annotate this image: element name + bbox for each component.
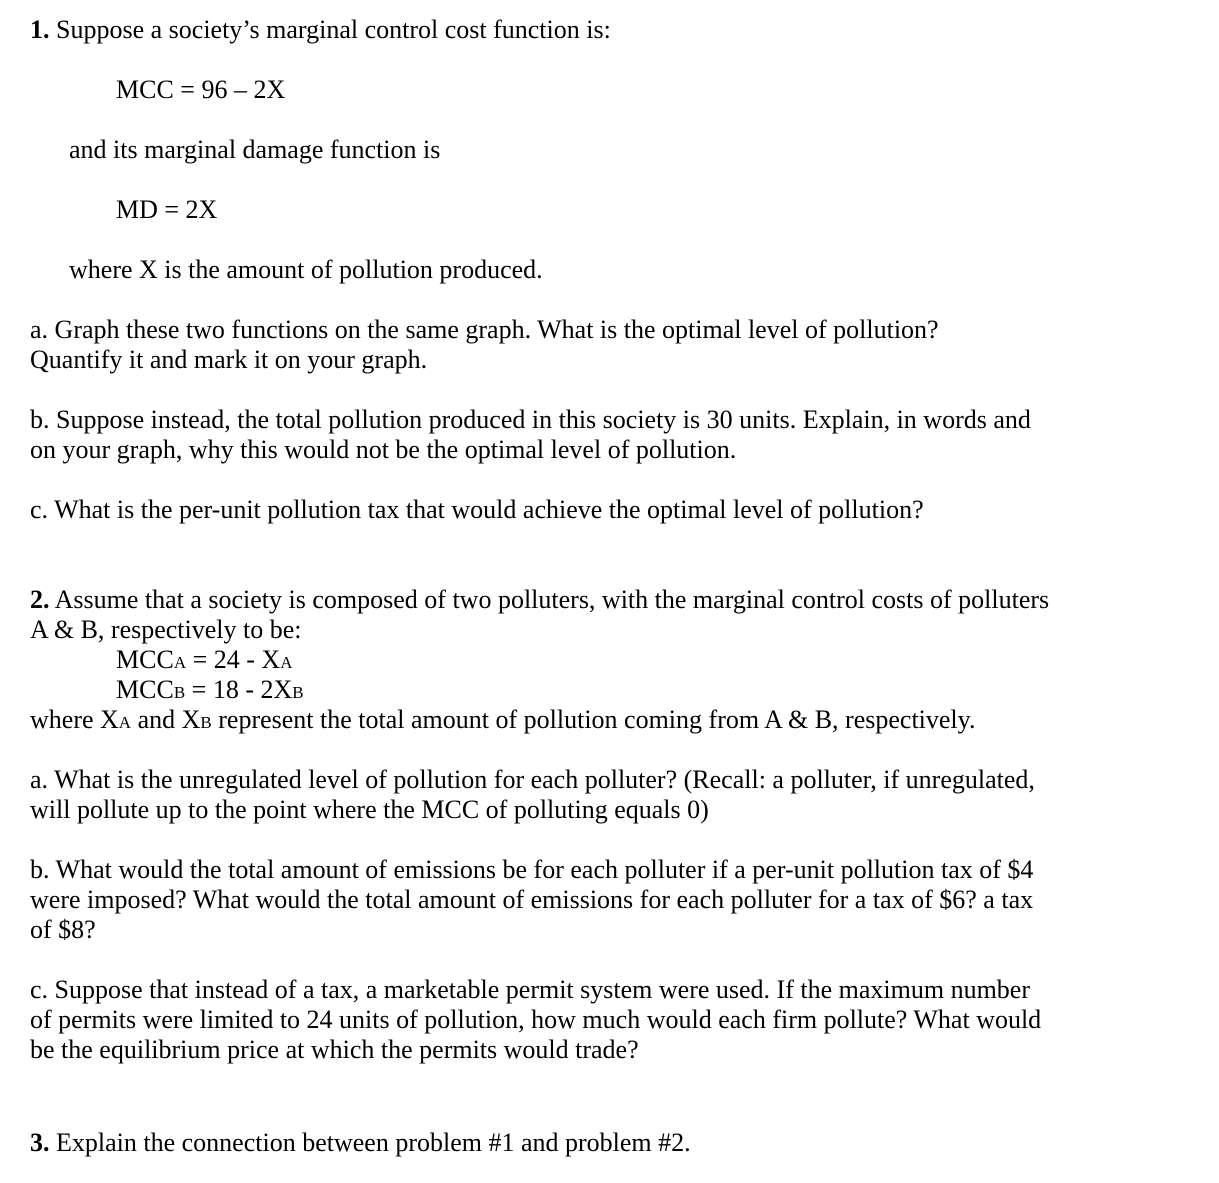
problem-2-intro-text: Assume that a society is composed of two polluters, with the marginal control costs of polluters [54,585,1050,614]
problem-3-number: 3. [30,1128,50,1157]
problem-1b-line-1: b. Suppose instead, the total pollution produced in this society is 30 units. Explain, in words and [30,405,1031,434]
problem-1-intro [30,15,611,45]
problem-1b-line-2: on your graph, why this would not be the optimal level of pollution. [30,435,737,464]
problem-2b-line-2: were imposed? What would the total amount of emissions for each polluter for a tax of $6? a tax [30,885,1034,914]
problem-1a-line-2: Quantify it and mark it on your graph. [30,345,428,374]
problem-1-number: 1. [30,15,50,44]
md-equation: MD = 2X [116,195,218,224]
problem-2b-line-3: of $8? [30,915,96,944]
problem-3-text: Explain the connection between problem #1 and problem #2. [56,1128,691,1157]
problem-2c-line-3: be the equilibrium price at which the permits would trade? [30,1035,639,1064]
problem-2c-line-1: c. Suppose that instead of a tax, a marketable permit system were used. If the maximum number [30,975,1030,1004]
problem-1a-line-1: a. Graph these two functions on the same graph. What is the optimal level of pollution? [30,315,939,344]
problem-2-intro-line-2: A & B, respectively to be: [30,615,302,644]
problem-2c-line-2: of permits were limited to 24 units of pollution, how much would each firm pollute? What would [30,1005,1042,1034]
problem-3 [30,1128,691,1158]
problem-2-variable-definition: where XA and XB represent the total amount of pollution coming from A & B, respectively. [30,705,976,734]
variable-definition: where X is the amount of pollution produced. [69,255,543,284]
mcc-a-equation: MCCA = 24 - XA [116,645,293,674]
problem-1-intro-text: Suppose a society’s marginal control cost function is: [56,15,611,44]
problem-2-number: 2. [30,585,50,614]
mcc-b-equation: MCCB = 18 - 2XB [116,675,304,704]
mcc-equation: MCC = 96 – 2X [116,75,286,104]
problem-2a-line-2: will pollute up to the point where the MCC of polluting equals 0) [30,795,709,824]
problem-2-intro-line-1 [30,585,1049,615]
problem-2b-line-1: b. What would the total amount of emissions be for each polluter if a per-unit pollution tax of $4 [30,855,1034,884]
problem-2a-line-1: a. What is the unregulated level of pollution for each polluter? (Recall: a polluter, if unregulated, [30,765,1035,794]
md-intro: and its marginal damage function is [69,135,441,164]
problem-1c: c. What is the per-unit pollution tax that would achieve the optimal level of pollution? [30,495,924,524]
